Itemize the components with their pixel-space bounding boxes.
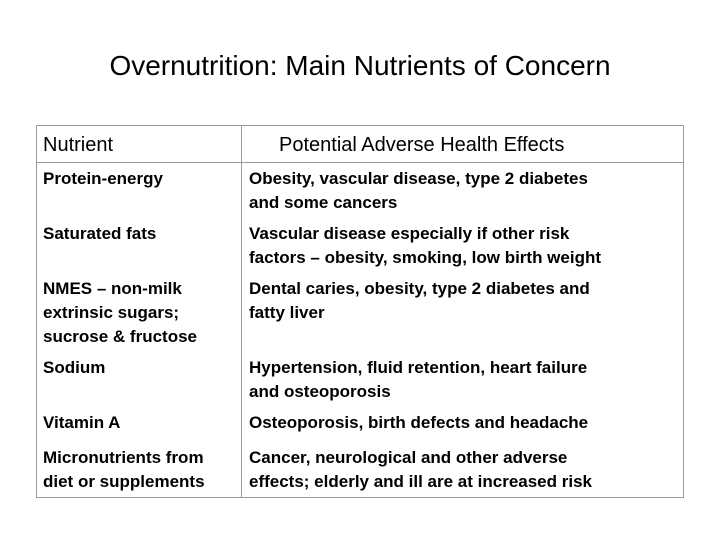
table-row-5-nutrient: Vitamin A bbox=[43, 413, 121, 432]
table-row-1-nutrient: Protein-energy bbox=[43, 169, 163, 188]
header-divider bbox=[37, 162, 683, 163]
table-row-4-effects: Hypertension, fluid retention, heart failure and osteoporosis bbox=[249, 358, 588, 401]
table-row-2-nutrient: Saturated fats bbox=[43, 224, 157, 243]
header-effects: Potential Adverse Health Effects bbox=[279, 134, 565, 156]
nutrients-table bbox=[36, 125, 684, 498]
table-row-3-effects: Dental caries, obesity, type 2 diabetes and fatty liver bbox=[249, 279, 590, 322]
table-row-6-effects: Cancer, neurological and other adverse effects; elderly and ill are at increased risk bbox=[249, 448, 592, 491]
table-row-1-effects: Obesity, vascular disease, type 2 diabetes and some cancers bbox=[249, 169, 588, 212]
table-row-6-nutrient: Micronutrients from diet or supplements bbox=[43, 448, 205, 491]
header-nutrient: Nutrient bbox=[43, 134, 114, 156]
column-divider bbox=[241, 126, 242, 497]
table-row-5-effects: Osteoporosis, birth defects and headache bbox=[249, 413, 589, 432]
table-row-3-nutrient: NMES – non-milk extrinsic sugars; sucrose & fructose bbox=[43, 279, 197, 346]
table-row-2-effects: Vascular disease especially if other risk factors – obesity, smoking, low birth weight bbox=[249, 224, 602, 267]
table-row-4-nutrient: Sodium bbox=[43, 358, 106, 377]
page-title: Overnutrition: Main Nutrients of Concern bbox=[109, 50, 611, 81]
